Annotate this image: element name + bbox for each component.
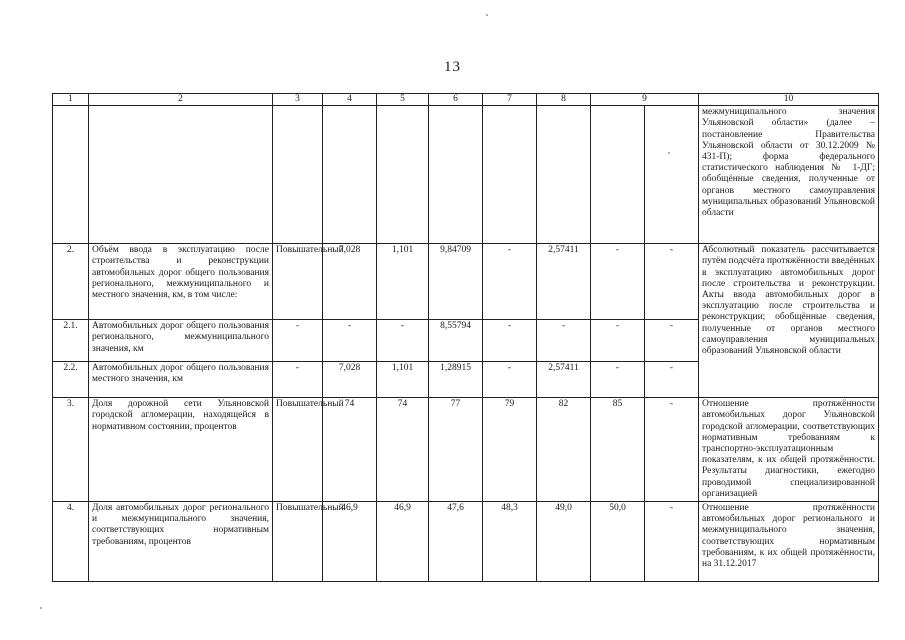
value-cell: 7,028 bbox=[323, 244, 377, 320]
value-cell: 74 bbox=[323, 398, 377, 502]
value-cell: - bbox=[483, 362, 537, 398]
value-cell: - bbox=[483, 320, 537, 362]
indicator-name: Объём ввода в эксплуатацию после строительства и реконструкции автомобильных дорог общего пользования регионального, межмуниципального и местного значения, км, в том числе: bbox=[89, 244, 273, 320]
value-cell: 46,9 bbox=[323, 502, 377, 582]
value-cell: 82 bbox=[537, 398, 591, 502]
value-cell: - bbox=[537, 320, 591, 362]
indicator-name: Автомобильных дорог общего пользования местного значения, км bbox=[89, 362, 273, 398]
row-number: 3. bbox=[53, 398, 89, 502]
header-cell: 2 bbox=[89, 94, 273, 106]
indicator-type: Повышательный bbox=[273, 502, 323, 582]
indicator-type: - bbox=[273, 362, 323, 398]
scan-speck bbox=[40, 607, 42, 609]
value-cell: 85 bbox=[591, 398, 645, 502]
value-cell: 1,28915 bbox=[429, 362, 483, 398]
header-cell: 1 bbox=[53, 94, 89, 106]
value-cell: 9,84709 bbox=[429, 244, 483, 320]
header-cell: 4 bbox=[323, 94, 377, 106]
table-row bbox=[53, 502, 879, 582]
value-cell: 46,9 bbox=[377, 502, 429, 582]
indicator-type: Повышательный bbox=[273, 244, 323, 320]
method-note: Отношение протяжённости автомобильных дорог Ульяновской городской агломерации, соответствующих нормативным требованиям к транспортно-эксплуатационным показателям, к их общей протяжённости. Результаты диагностики, ежегодно проводимой специализированной организацией bbox=[699, 398, 879, 502]
value-cell: - bbox=[591, 320, 645, 362]
header-cell: 3 bbox=[273, 94, 323, 106]
indicator-type: Повышательный bbox=[273, 398, 323, 502]
value-cell: 47,6 bbox=[429, 502, 483, 582]
value-cell: 79 bbox=[483, 398, 537, 502]
value-cell: 74 bbox=[377, 398, 429, 502]
indicator-name: Автомобильных дорог общего пользования регионального, межмуниципального значения, км bbox=[89, 320, 273, 362]
header-cell: 9 bbox=[591, 94, 699, 106]
value-cell: - bbox=[645, 244, 699, 320]
value-cell: 50,0 bbox=[591, 502, 645, 582]
value-cell: 2,57411 bbox=[537, 362, 591, 398]
value-cell: 48,3 bbox=[483, 502, 537, 582]
value-cell: - bbox=[591, 362, 645, 398]
method-note: Отношение протяжённости автомобильных дорог регионального и межмуниципального значения, соответствующих нормативным требованиям, к их общей протяжённости, на 31.12.2017 bbox=[699, 502, 879, 582]
scan-speck bbox=[486, 14, 488, 16]
value-cell: 8,55794 bbox=[429, 320, 483, 362]
value-cell: - bbox=[645, 502, 699, 582]
table-row bbox=[53, 244, 879, 320]
value-cell: 49,0 bbox=[537, 502, 591, 582]
row-number: 4. bbox=[53, 502, 89, 582]
row-number: 2.1. bbox=[53, 320, 89, 362]
value-cell: 2,57411 bbox=[537, 244, 591, 320]
row-number: 2.2. bbox=[53, 362, 89, 398]
indicator-name: Доля автомобильных дорог регионального и межмуниципального значения, соответствующих нормативным требованиям, процентов bbox=[89, 502, 273, 582]
continuation-note: межмуниципального значения Ульяновской области» (далее – постановление Правительства Ульяновской области от 30.12.2009 № 431-П); форма федерального статистического наблюдения № 1-ДГ; обобщённые сведения, полученные от органов местного самоуправления муниципальных образований Ульяновской области bbox=[699, 106, 879, 244]
page-number: 13 bbox=[444, 59, 461, 75]
value-cell: - bbox=[591, 244, 645, 320]
method-note: Абсолютный показатель рассчитывается путём подсчёта протяжённости введённых в эксплуатацию автомобильных дорог после строительства и реконструкции. Акты ввода автомобильных дорог в эксплуатацию после строительства и реконструкции; обобщённые сведения, полученные от органов местного самоуправления муниципальных образований Ульяновской области bbox=[699, 244, 879, 398]
header-cell: 7 bbox=[483, 94, 537, 106]
value-cell: - bbox=[645, 398, 699, 502]
row-number: 2. bbox=[53, 244, 89, 320]
indicator-name: Доля дорожной сети Ульяновской городской агломерации, находящейся в нормативном состоянии, процентов bbox=[89, 398, 273, 502]
header-cell: 6 bbox=[429, 94, 483, 106]
value-cell: - bbox=[645, 362, 699, 398]
value-cell: - bbox=[377, 320, 429, 362]
indicators-table bbox=[52, 93, 879, 582]
table-row-continuation bbox=[53, 106, 879, 244]
header-cell: 5 bbox=[377, 94, 429, 106]
value-cell: 77 bbox=[429, 398, 483, 502]
value-cell: 7,028 bbox=[323, 362, 377, 398]
table-header-row bbox=[53, 94, 879, 106]
value-cell: - bbox=[645, 320, 699, 362]
table-row bbox=[53, 398, 879, 502]
header-cell: 10 bbox=[699, 94, 879, 106]
indicator-type: - bbox=[273, 320, 323, 362]
header-cell: 8 bbox=[537, 94, 591, 106]
value-cell: 1,101 bbox=[377, 362, 429, 398]
value-cell: - bbox=[323, 320, 377, 362]
value-cell: 1,101 bbox=[377, 244, 429, 320]
value-cell: - bbox=[483, 244, 537, 320]
